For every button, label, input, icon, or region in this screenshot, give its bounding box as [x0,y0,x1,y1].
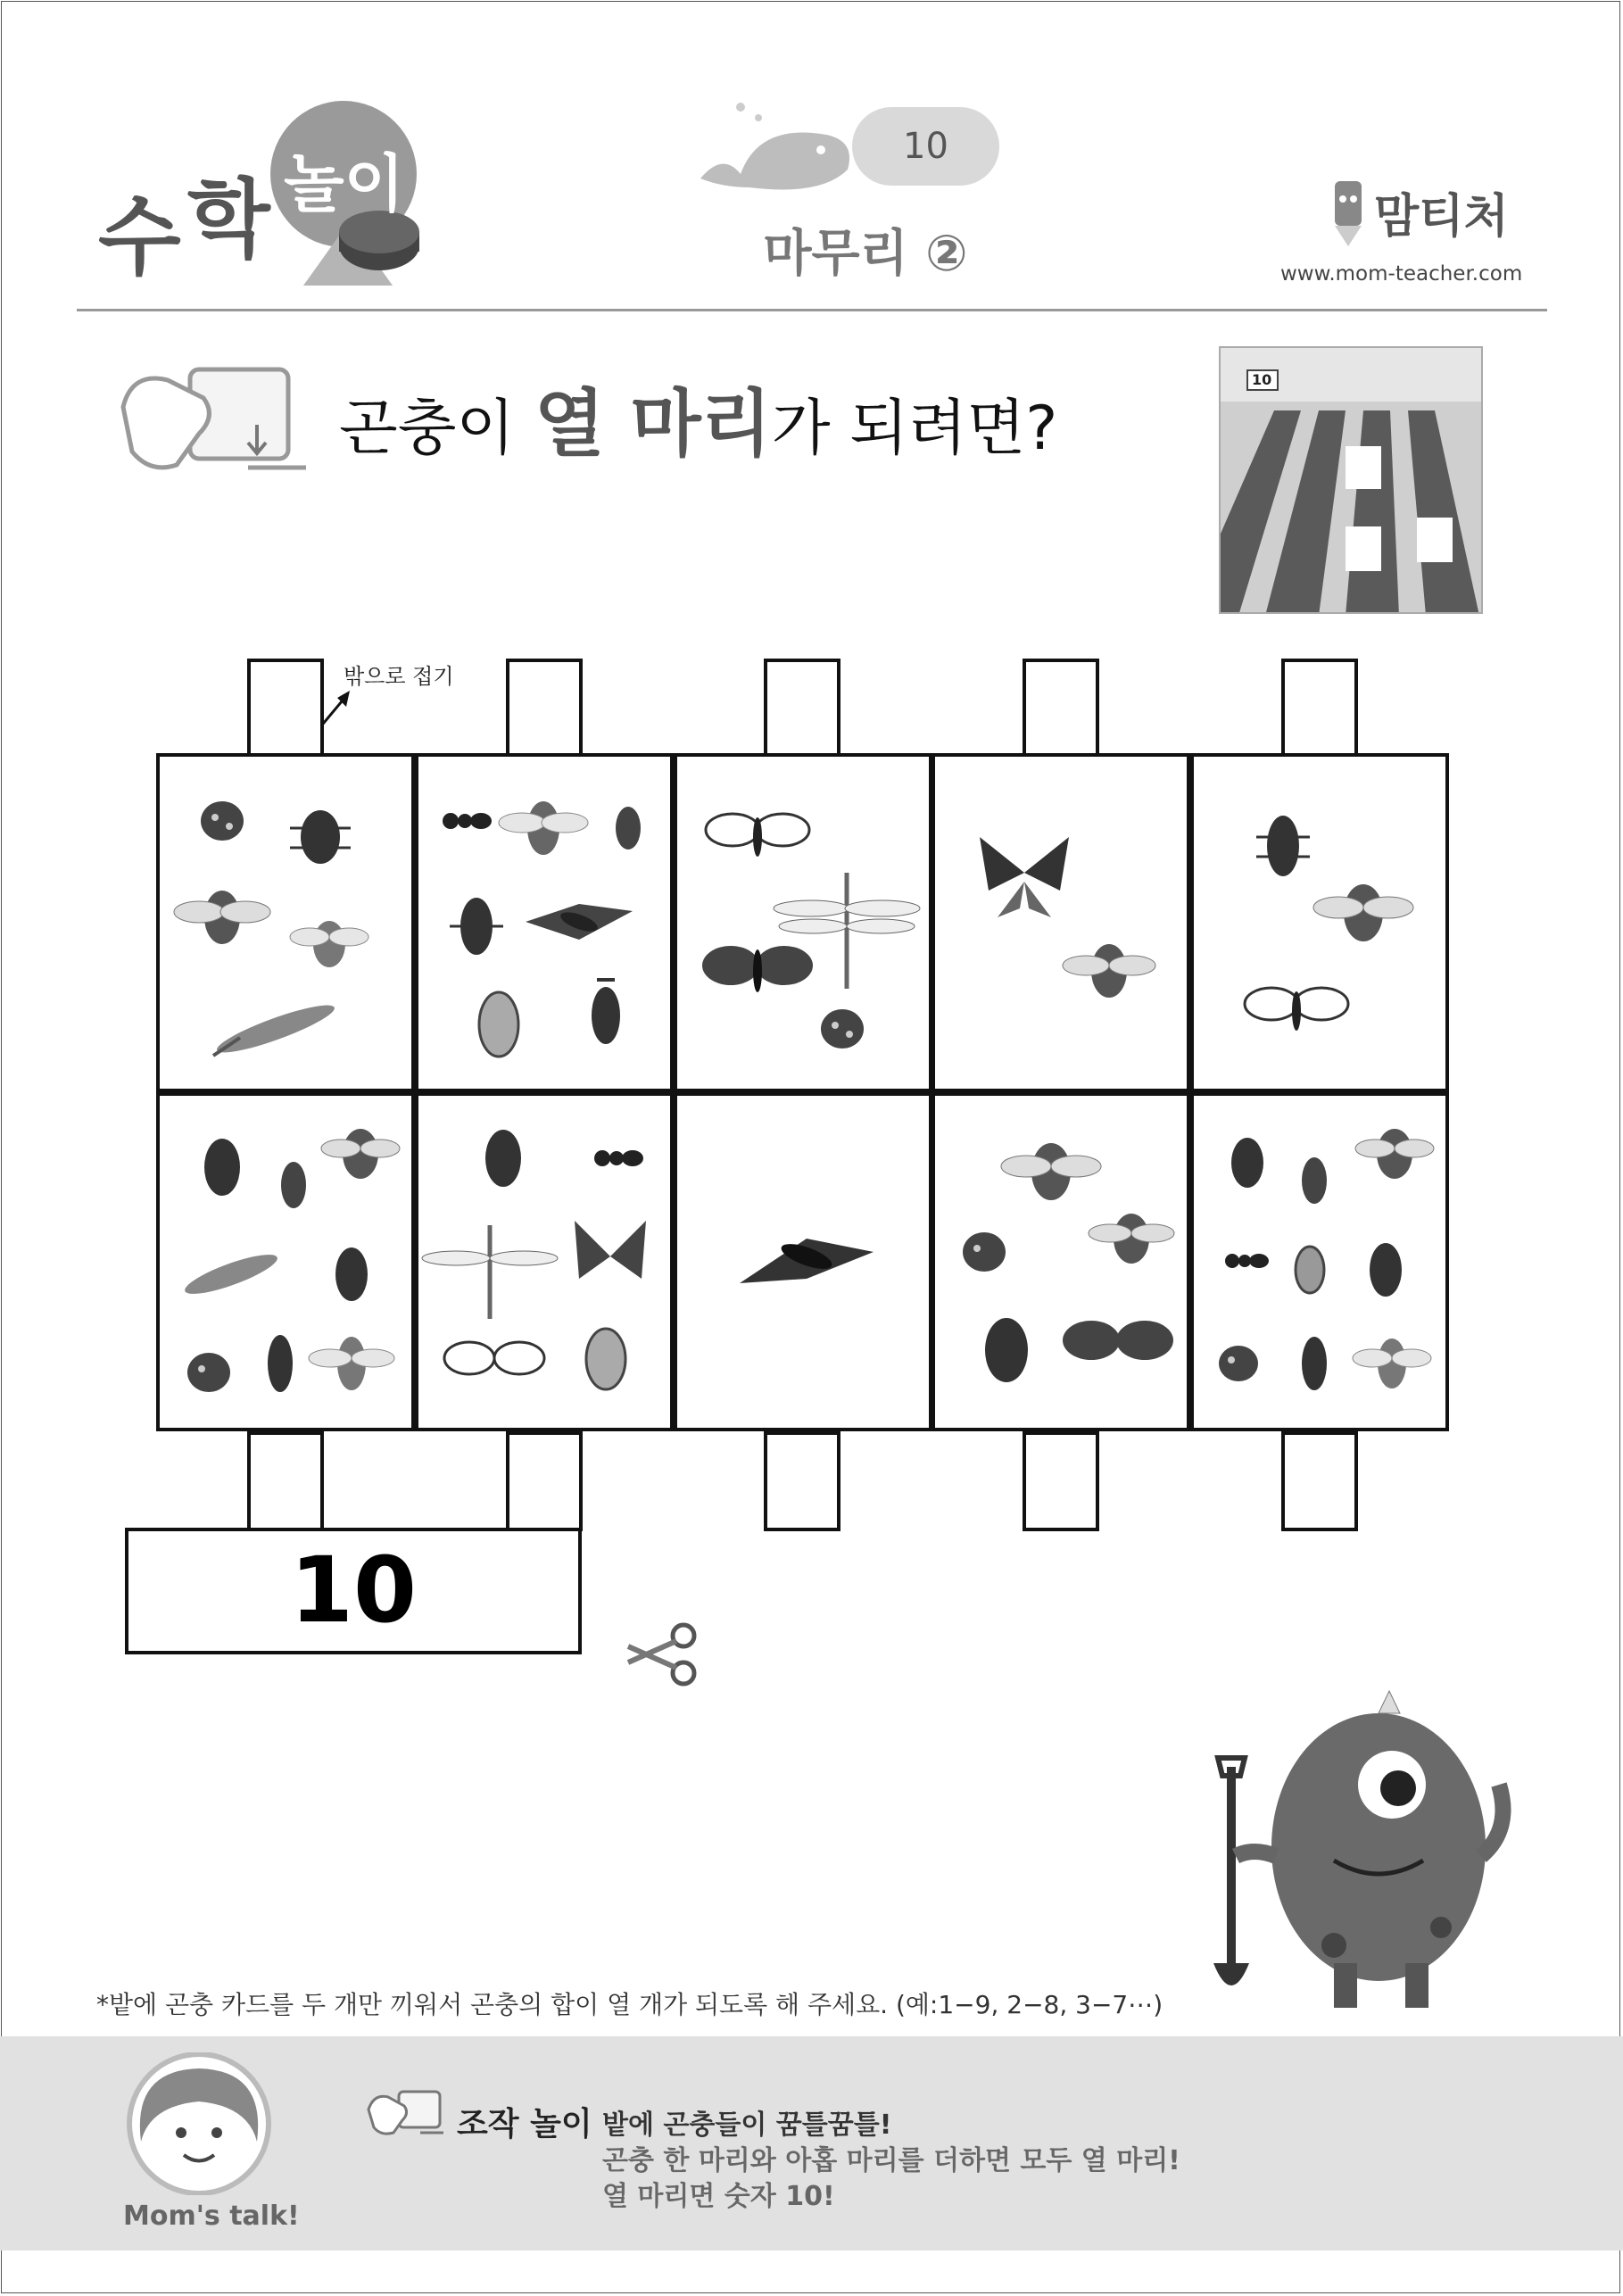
beetle-icon [1296,1247,1324,1293]
monster-mascot-icon [1200,1678,1530,2017]
math-play-logo [89,89,428,303]
header-divider [77,309,1547,311]
beetle-icon [204,1139,240,1196]
beetle-icon [985,1318,1028,1382]
beetle-icon [479,992,518,1057]
pencil-mascot-icon [1326,177,1372,248]
fly-icon [1001,1143,1101,1200]
whale-icon [687,98,865,205]
beetle-icon [1302,1157,1327,1204]
insect-card[interactable] [415,753,674,1092]
hands-on-play-title: 조작 놀이 [457,2106,592,2143]
fly-icon [174,891,270,944]
moth-icon [526,904,633,940]
butterfly-icon [575,1221,646,1279]
beetle-icon [485,1130,521,1187]
fold-tab[interactable] [1281,659,1358,758]
beetle-icon [1231,1138,1263,1188]
fold-tab[interactable] [247,1431,324,1531]
ant-icon [443,813,492,829]
hand-card-icon [105,353,311,487]
question-title [339,366,1057,470]
question-emphasis: 열 마리 [534,382,772,467]
grasshopper-icon [213,998,338,1060]
stag-beetle-icon [592,980,620,1044]
lesson-number-badge: 10 [852,107,999,186]
insect-card-art [1194,1096,1445,1428]
question-prefix: 곤충이 [339,394,534,464]
insect-card-art [418,757,670,1089]
beetle-icon [1370,1243,1402,1297]
butterfly-icon [980,837,1069,917]
beetle-icon [586,1329,625,1389]
footer-line-1: 밭에 곤충들이 꿈틀꿈틀! [602,2110,892,2141]
fold-tab[interactable] [1023,659,1099,758]
brand-name: 맘티처 [1374,190,1509,244]
beetle-icon [335,1247,368,1301]
beetle-icon [450,898,503,955]
butterfly-icon [706,814,809,857]
insect-card[interactable] [674,753,932,1092]
bee-icon [309,1337,394,1390]
beetle-icon [1256,816,1310,876]
grasshopper-icon [181,1247,281,1301]
logo-small-text: 놀이 [284,147,405,220]
insect-card-art [418,1096,670,1428]
number-ten-strip[interactable]: 10 [125,1528,582,1654]
moms-talk-label: Mom's talk! [123,2201,300,2232]
insect-card-art [160,757,411,1089]
insect-card[interactable] [932,753,1190,1092]
insect-card[interactable] [156,1092,415,1431]
fold-instruction-label: 밖으로 접기 [344,664,454,689]
insect-card[interactable] [674,1092,932,1431]
bee-icon [1353,1339,1431,1388]
brand-url: www.mom-teacher.com [1280,262,1523,286]
butterfly-icon [1063,1321,1173,1360]
stag-beetle-icon [268,1335,293,1392]
hand-card-small-icon [361,2086,446,2140]
insect-card[interactable] [415,1092,674,1431]
dragonfly-icon [422,1225,558,1319]
bee-icon [499,801,588,855]
fold-tab[interactable] [1023,1431,1099,1531]
butterfly-icon [444,1342,544,1374]
fold-tab[interactable] [247,659,324,758]
logo-char-2: 학 [187,170,267,269]
insect-card-art [677,757,929,1089]
question-suffix: 가 되려면? [771,394,1058,464]
fly-icon [1089,1214,1174,1264]
worksheet-instruction: *밭에 곤충 카드를 두 개만 끼워서 곤충의 합이 열 개가 되도록 해 주세요. (예:1−9, 2−8, 3−7⋯) [96,1990,1163,2019]
insect-card-art [1194,757,1445,1089]
stag-beetle-icon [1302,1337,1327,1390]
fold-tab[interactable] [506,1431,583,1531]
field-sign-number: 10 [1252,371,1272,388]
insect-card[interactable] [156,753,415,1092]
moth-icon [740,1239,874,1283]
beetle-icon [290,810,351,864]
fly-icon [321,1129,400,1179]
fly-icon [1313,884,1413,941]
insect-card[interactable] [932,1092,1190,1431]
insect-card-art [935,1096,1187,1428]
fold-tab[interactable] [764,659,840,758]
field-illustration [1219,346,1483,614]
insect-card[interactable] [1190,753,1449,1092]
mom-face-icon [123,2052,284,2195]
ladybug-icon [187,1353,230,1392]
insect-card-art [677,1096,929,1428]
ant-icon [594,1150,643,1166]
lesson-title: 마무리 ② [763,225,968,283]
ladybug-icon [1219,1346,1258,1381]
footer-line-2: 곤충 한 마리와 아홉 마리를 더하면 모두 열 마리! [602,2145,1180,2176]
fly-icon [1355,1129,1434,1179]
footer-line-3: 열 마리면 숫자 10! [602,2181,835,2212]
ant-icon [1225,1254,1269,1268]
fold-tab[interactable] [506,659,583,758]
butterfly-icon [702,946,813,992]
logo-char-1: 수 [98,187,178,287]
ladybug-icon [201,801,244,841]
insect-card[interactable] [1190,1092,1449,1431]
scissors-icon [625,1620,705,1691]
insect-card-art [935,757,1187,1089]
fold-tab[interactable] [1281,1431,1358,1531]
ladybug-icon [821,1009,864,1049]
beetle-icon [281,1162,306,1208]
insect-card-art [160,1096,411,1428]
ladybug-icon [963,1232,1006,1272]
butterfly-icon [1245,988,1348,1031]
fly-icon [1063,944,1155,998]
fold-tab[interactable] [764,1431,840,1531]
bee-icon [290,921,368,967]
beetle-icon [616,807,641,850]
